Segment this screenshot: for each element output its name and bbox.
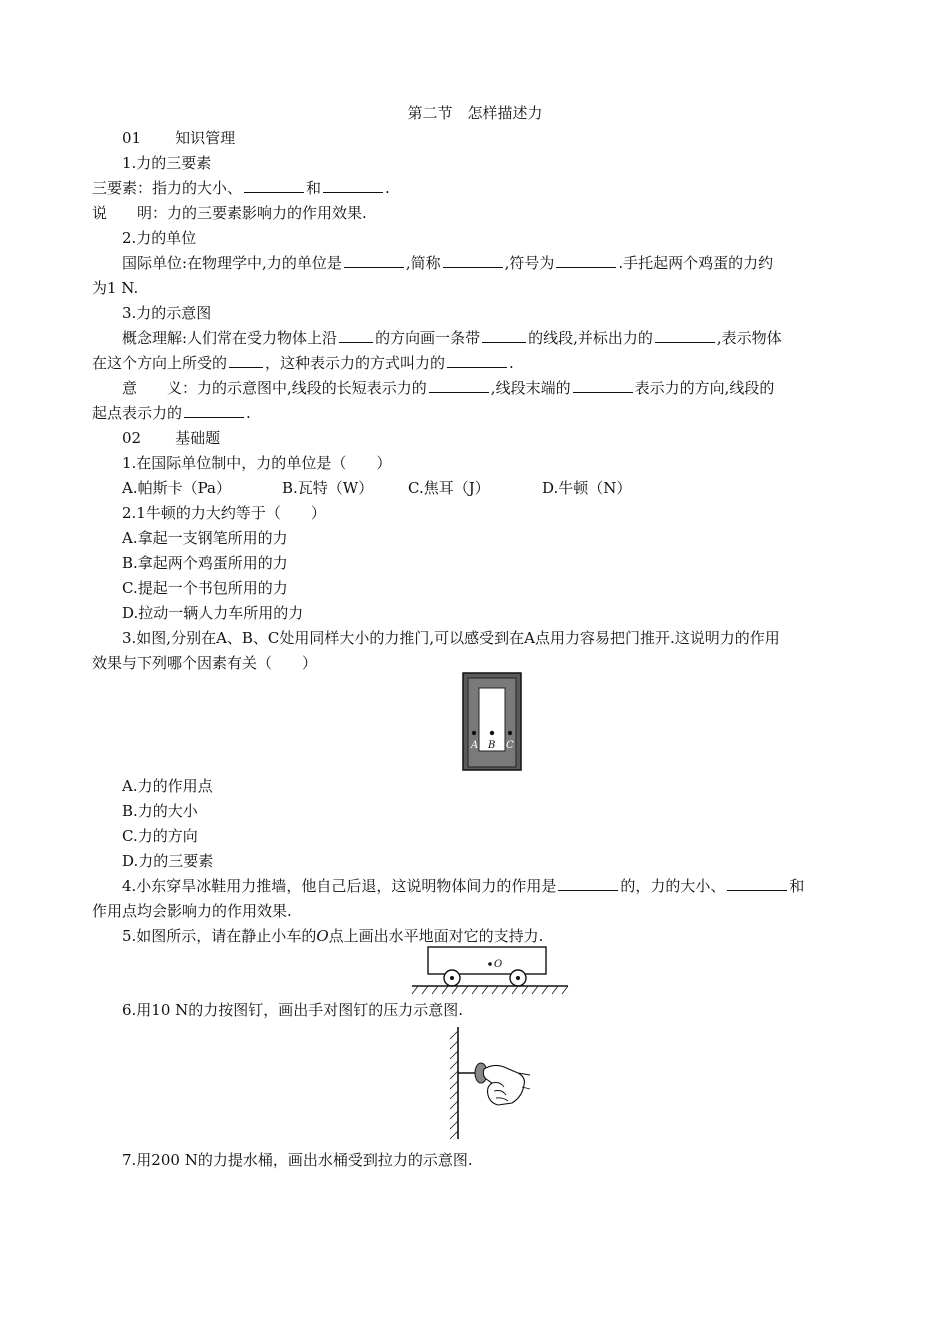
blank (482, 328, 526, 343)
cart-body (428, 947, 546, 974)
q2-stem: 2.1牛顿的力大约等于（ ） (122, 504, 326, 522)
q3-option-d: D.力的三要素 (122, 852, 214, 870)
k3-heading: 3.力的示意图 (122, 304, 212, 322)
circle (516, 976, 520, 980)
option-d: D.牛顿（N） (542, 479, 632, 497)
q3-option-b: B.力的大小 (122, 802, 198, 820)
section-name: 知识管理 (175, 129, 236, 147)
q3-stem-line2: 效果与下列哪个因素有关（ ） (92, 654, 318, 672)
q7-stem: 7.用200 N的力提水桶，画出水桶受到拉力的示意图. (122, 1151, 473, 1169)
text: 意 (122, 379, 138, 397)
blank (244, 178, 304, 193)
point-o (488, 962, 492, 966)
label-c: C (506, 740, 514, 751)
blank (556, 253, 616, 268)
q3-stem-line1: 3.如图,分别在A、B、C处用同样大小的力推门,可以感受到在A点用力容易把门推开.这说明力的作用 (122, 629, 780, 647)
text: 三要素：指力的大小、 (92, 179, 243, 197)
text: 的方向画一条带 (375, 329, 481, 347)
blank (184, 403, 244, 418)
k2-line2: 为1 N. (92, 279, 139, 297)
section-basic (122, 428, 220, 448)
k3-line3 (122, 378, 774, 398)
blank (344, 253, 404, 268)
text: 表示力的方向,线段的 (634, 379, 775, 397)
q2-option-a: A.拿起一支钢笔所用的力 (122, 529, 288, 547)
text: .手托起两个鸡蛋的力约 (618, 254, 774, 272)
circle (450, 976, 454, 980)
q1-stem: 1.在国际单位制中，力的单位是（ ） (122, 454, 392, 472)
ground-hatch (412, 986, 568, 994)
blank (323, 178, 383, 193)
text: 说 (92, 204, 108, 222)
option-c: C.焦耳（J） (408, 479, 490, 497)
blank (447, 353, 507, 368)
blank (558, 876, 618, 891)
wall-hatch (450, 1031, 458, 1139)
point-c (508, 731, 512, 735)
option-a: A.帕斯卡（Pa） (122, 479, 231, 497)
text: ,表示物体 (716, 329, 782, 347)
label-o: O (494, 959, 503, 970)
blank (429, 378, 489, 393)
blank (229, 353, 263, 368)
q1-options (122, 478, 631, 498)
page-title: 第二节 怎样描述力 (407, 104, 543, 122)
text: 4.小东穿旱冰鞋用力推墙，他自己后退，这说明物体间力的作用是 (122, 877, 557, 895)
text: 国际单位:在物理学中,力的单位是 (122, 254, 342, 272)
blank (727, 876, 787, 891)
blank (655, 328, 715, 343)
q2-option-d: D.拉动一辆人力车所用的力 (122, 604, 304, 622)
text: . (509, 354, 514, 372)
text: 概念理解:人们常在受力物体上沿 (122, 329, 338, 347)
q2-option-c: C.提起一个书包所用的力 (122, 579, 288, 597)
text: ,线段末端的 (490, 379, 571, 397)
door-figure (462, 672, 522, 772)
q2-option-b: B.拿起两个鸡蛋所用的力 (122, 554, 288, 572)
q6-stem: 6.用10 N的力按图钉，画出手对图钉的压力示意图. (122, 1001, 464, 1019)
q4-line2: 作用点均会影响力的作用效果. (92, 902, 292, 920)
k2-line1 (122, 253, 773, 273)
k1-line2 (92, 203, 367, 223)
k1-line1 (92, 178, 390, 198)
option-b: B.瓦特（W） (282, 479, 374, 497)
text: 点上画出水平地面对它的支持力. (328, 927, 544, 945)
text: . (385, 179, 390, 197)
label-a: A (471, 740, 479, 751)
q5-stem (122, 926, 543, 946)
point-a (472, 731, 476, 735)
k3-line1 (122, 328, 782, 348)
text: 的，力的大小、 (620, 877, 726, 895)
section-number: 01 (122, 129, 142, 147)
text: 义：力的示意图中,线段的长短表示力的 (167, 379, 427, 397)
text: 和 (306, 179, 322, 197)
k2-heading: 2.力的单位 (122, 229, 197, 247)
q4-line1 (122, 876, 804, 896)
text: 的线段,并标出力的 (528, 329, 653, 347)
text: 和 (789, 877, 805, 895)
point-o-text: O (316, 927, 329, 945)
text: . (246, 404, 251, 422)
text: ，这种表示力的方式叫力的 (265, 354, 446, 372)
point-b (490, 731, 494, 735)
k3-line4 (92, 403, 251, 423)
q3-option-a: A.力的作用点 (122, 777, 213, 795)
text: ,简称 (405, 254, 441, 272)
blank (339, 328, 373, 343)
text: ,符号为 (504, 254, 555, 272)
hand-icon (483, 1065, 530, 1105)
thumbtack-figure (446, 1025, 532, 1141)
blank (443, 253, 503, 268)
k1-heading: 1.力的三要素 (122, 154, 212, 172)
label-b: B (488, 740, 496, 751)
text: 5.如图所示，请在静止小车的 (122, 927, 317, 945)
section-name: 基础题 (175, 429, 221, 447)
blank (573, 378, 633, 393)
text: 起点表示力的 (92, 404, 183, 422)
section-number: 02 (122, 429, 142, 447)
text: 在这个方向上所受的 (92, 354, 228, 372)
k3-line2 (92, 353, 514, 373)
cart-figure (408, 945, 572, 997)
q3-option-c: C.力的方向 (122, 827, 198, 845)
section-knowledge (122, 128, 235, 148)
text: 明：力的三要素影响力的作用效果. (137, 204, 367, 222)
